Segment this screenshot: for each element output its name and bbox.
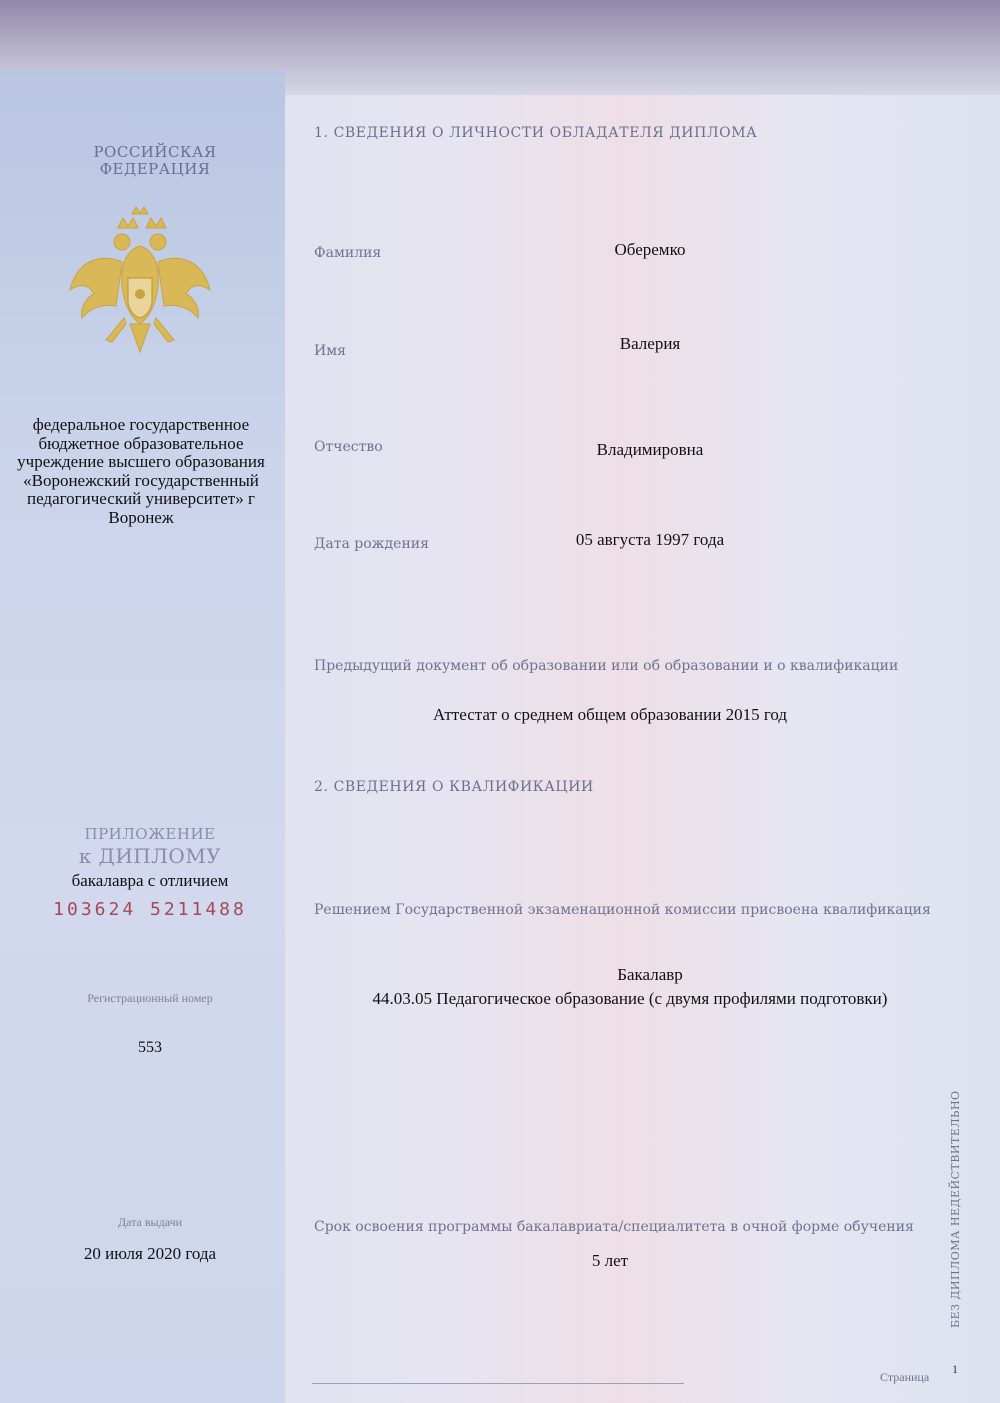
qualification-decision-label: Решением Государственной экзаменационной комиссии присвоена квалификация xyxy=(314,902,931,918)
name-value: Валерия xyxy=(619,334,681,353)
previous-document-label: Предыдущий документ об образовании или об образовании и о квалификации xyxy=(314,658,899,674)
patronymic-value: Владимировна xyxy=(596,440,704,459)
birth-date-label: Дата рождения xyxy=(314,536,429,552)
name-label: Имя xyxy=(314,343,346,359)
surname-value: Оберемко xyxy=(614,240,686,259)
registration-number: 553 xyxy=(138,1039,162,1056)
section-1-heading: 1. СВЕДЕНИЯ О ЛИЧНОСТИ ОБЛАДАТЕЛЯ ДИПЛОМА xyxy=(314,125,758,141)
program-value: 44.03.05 Педагогическое образование (с двумя профилями подготовки) xyxy=(372,989,888,1008)
institution-name: федеральное государственное бюджетное образовательное учреждение высшего образования «Воронежский государственный педагогический университет» г Воронеж xyxy=(17,415,265,527)
issue-date-label: Дата выдачи xyxy=(117,1215,183,1229)
coat-of-arms-emblem xyxy=(60,206,220,366)
patronymic-label: Отчество xyxy=(314,439,383,455)
previous-document-value: Аттестат о среднем общем образовании 2015 год xyxy=(432,705,788,724)
registration-number-label: Регистрационный номер xyxy=(87,991,213,1005)
duration-value: 5 лет xyxy=(591,1251,629,1270)
page-label: Страница xyxy=(880,1370,930,1384)
page-number: 1 xyxy=(952,1362,958,1376)
issue-date: 20 июля 2020 года xyxy=(83,1244,217,1263)
surname-label: Фамилия xyxy=(314,245,382,261)
validity-side-note: БЕЗ ДИПЛОМА НЕДЕЙСТВИТЕЛЬНО xyxy=(949,1090,962,1328)
footer-line xyxy=(312,1383,684,1384)
appendix-title: ПРИЛОЖЕНИЕ xyxy=(84,825,216,843)
appendix-subtitle: к ДИПЛОМУ xyxy=(78,844,222,868)
duration-label: Срок освоения программы бакалавриата/специалитета в очной форме обучения xyxy=(314,1219,914,1235)
country-title: РОССИЙСКАЯ ФЕДЕРАЦИЯ xyxy=(93,143,217,178)
section-2-heading: 2. СВЕДЕНИЯ О КВАЛИФИКАЦИИ xyxy=(314,779,594,795)
qualification-value: Бакалавр xyxy=(617,965,683,984)
birth-date-value: 05 августа 1997 года xyxy=(575,530,725,549)
degree-type: бакалавра с отличием xyxy=(71,871,229,890)
serial-number: 103624 5211488 xyxy=(53,899,247,920)
